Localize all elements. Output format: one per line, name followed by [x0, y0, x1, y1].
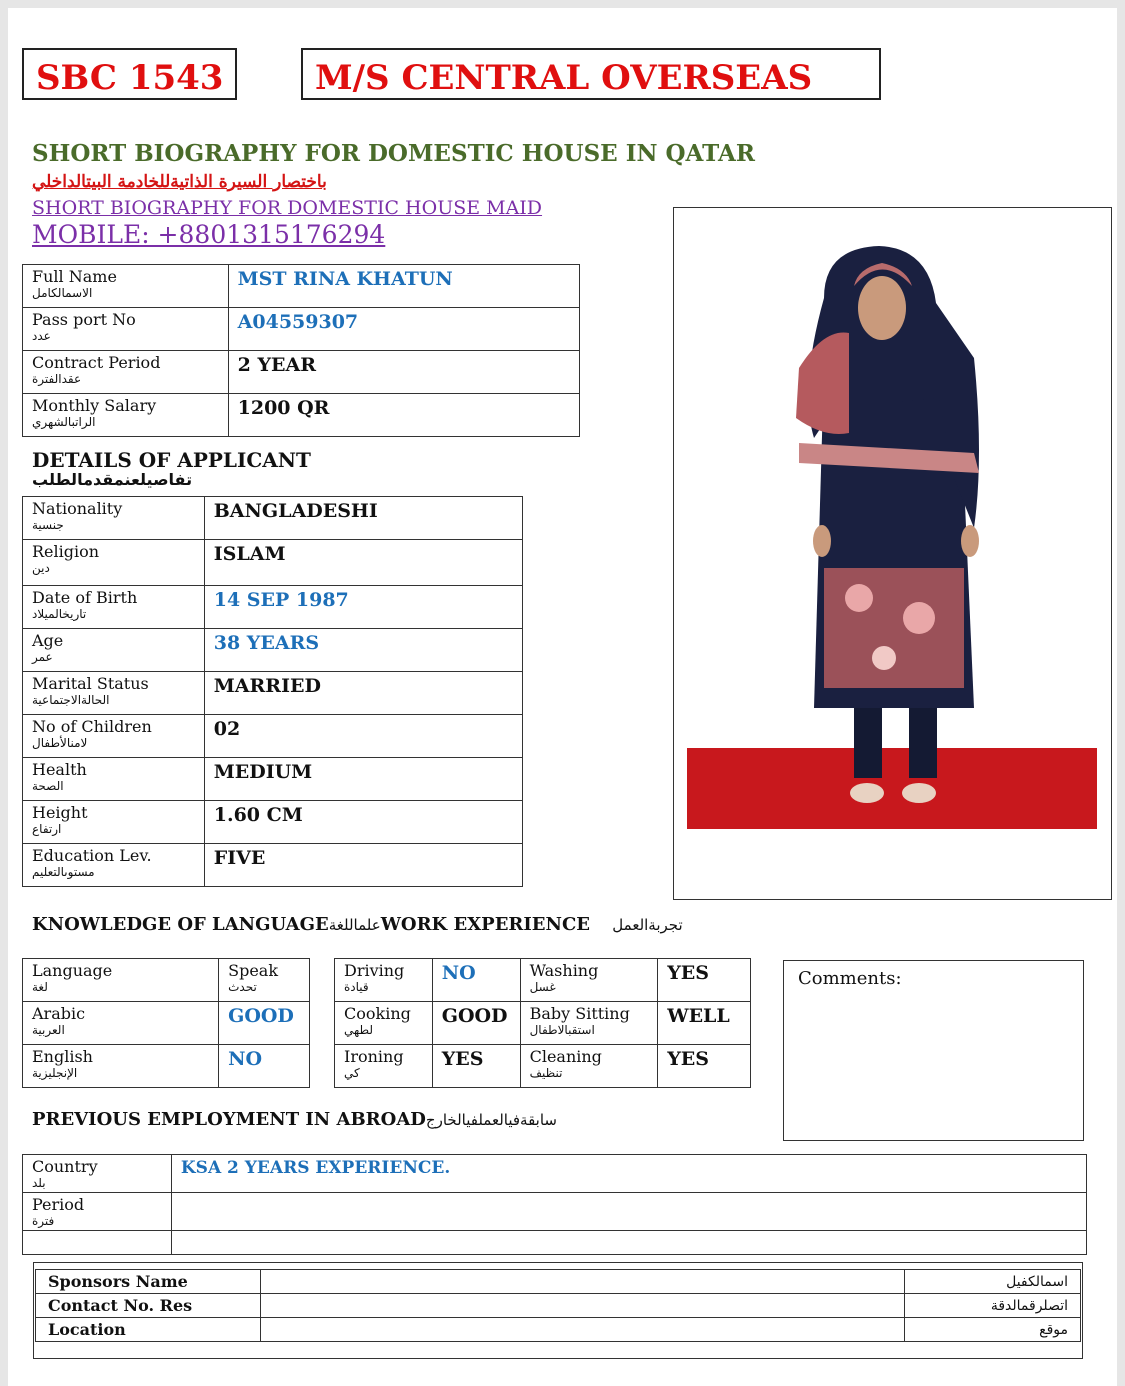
work-skill-value-cell[interactable]: [432, 959, 520, 1002]
language-value: GOOD: [228, 1005, 294, 1027]
work-row: [335, 959, 751, 1002]
contract-value: MST RINA KHATUN: [237, 268, 453, 290]
contract-value: 1200 QR: [237, 397, 330, 419]
details-label-cell: [23, 715, 205, 758]
details-label-arabic: جنسية: [32, 518, 64, 532]
contract-label-arabic: الراتبالشهري: [32, 415, 96, 429]
language-label: Arabic: [32, 1004, 86, 1023]
contract-value: 2 YEAR: [237, 354, 317, 376]
details-value: 38 YEARS: [213, 632, 320, 654]
contract-label: Full Name: [32, 267, 117, 286]
agency-name: M/S CENTRAL OVERSEAS: [315, 58, 813, 98]
details-label-cell: [23, 672, 205, 715]
details-row: [23, 586, 523, 629]
details-label-cell: [23, 497, 205, 540]
applicant-photo: [674, 208, 1111, 899]
biodata-page: [8, 8, 1117, 1386]
sponsor-label: Location: [36, 1318, 261, 1342]
details-row: [23, 844, 523, 887]
contract-row: [23, 351, 580, 394]
work-skill-label-cell: [520, 959, 658, 1002]
language-label-cell: [23, 1002, 219, 1045]
contract-value-cell[interactable]: [228, 351, 579, 394]
work-skill-label-cell: [335, 959, 433, 1002]
sponsor-value-cell[interactable]: [260, 1294, 904, 1318]
previous-label-cell: [23, 1155, 172, 1193]
previous-row: [23, 1193, 1087, 1231]
details-heading: DETAILS OF APPLICANT: [32, 448, 311, 472]
details-label-cell: [23, 629, 205, 672]
sbc-code-box: [22, 48, 237, 100]
work-skill-label-arabic: قيادة: [344, 980, 369, 994]
language-label: English: [32, 1047, 93, 1066]
contract-row: [23, 308, 580, 351]
details-label-arabic: مستوىالتعليم: [32, 865, 95, 879]
previous-row: [23, 1155, 1087, 1193]
language-label-cell: [23, 1045, 219, 1088]
work-skill-label-arabic: كي: [344, 1066, 360, 1080]
details-row: [23, 715, 523, 758]
details-label: Height: [32, 803, 88, 822]
details-value-cell[interactable]: [204, 497, 522, 540]
details-value-cell[interactable]: [204, 844, 522, 887]
contract-label-arabic: عدد: [32, 329, 51, 343]
contract-row: [23, 394, 580, 437]
details-row: [23, 497, 523, 540]
language-header-row: [23, 959, 310, 1002]
contract-label: Pass port No: [32, 310, 136, 329]
work-skill-label: Ironing: [344, 1047, 404, 1066]
details-value: ISLAM: [213, 543, 286, 565]
details-value: MEDIUM: [213, 761, 313, 783]
work-skill-label: Cleaning: [529, 1047, 602, 1066]
details-value-cell[interactable]: [204, 540, 522, 586]
work-skill-label: Baby Sitting: [529, 1004, 630, 1023]
work-skill-label-arabic: غسل: [529, 980, 556, 994]
contract-label-arabic: الاسمالكامل: [32, 286, 93, 300]
contract-table: [22, 264, 580, 437]
previous-employment-heading: PREVIOUS EMPLOYMENT IN ABROADسابقةفيالعملفيالخارج: [32, 1109, 557, 1130]
previous-value-cell[interactable]: [171, 1155, 1086, 1193]
contract-label-cell: [23, 265, 229, 308]
details-value: 1.60 CM: [213, 804, 303, 826]
previous-label-cell: [23, 1193, 172, 1231]
contract-label-arabic: عقدالفترة: [32, 372, 82, 386]
details-row: [23, 672, 523, 715]
speak-label-arabic: تحدث: [228, 980, 257, 994]
speak-header-cell: [219, 959, 310, 1002]
sponsor-value-cell[interactable]: [260, 1270, 904, 1294]
previous-empty-cell[interactable]: [171, 1231, 1086, 1255]
details-value-cell[interactable]: [204, 629, 522, 672]
contract-label-cell: [23, 351, 229, 394]
work-skill-label-cell: [520, 1045, 658, 1088]
contract-row: [23, 265, 580, 308]
language-table: [22, 958, 310, 1088]
details-table: [22, 496, 523, 887]
previous-label-arabic: فترة: [32, 1214, 55, 1228]
speak-label: Speak: [228, 961, 279, 980]
work-skill-value-cell[interactable]: [658, 1002, 751, 1045]
title-english: SHORT BIOGRAPHY FOR DOMESTIC HOUSE IN QATAR: [32, 140, 755, 167]
details-value-cell[interactable]: [204, 801, 522, 844]
details-value: BANGLADESHI: [213, 500, 378, 522]
work-skill-value: YES: [441, 1048, 484, 1070]
details-label-arabic: دين: [32, 561, 50, 575]
sponsor-table: [35, 1269, 1081, 1342]
details-label-arabic: لامنالأطفال: [32, 736, 88, 750]
details-label-arabic: الصحة: [32, 779, 64, 793]
work-skill-value-cell[interactable]: [432, 1045, 520, 1088]
details-row: [23, 801, 523, 844]
sbc-code: SBC 1543: [36, 58, 224, 98]
previous-employment-table: [22, 1154, 1087, 1255]
language-header-label-cell: [23, 959, 219, 1002]
details-label-arabic: عمر: [32, 650, 53, 664]
details-label: No of Children: [32, 717, 152, 736]
work-skill-label-arabic: استقبالاطفال: [529, 1023, 595, 1037]
work-skill-label: Washing: [529, 961, 599, 980]
sponsor-value-cell[interactable]: [260, 1318, 904, 1342]
work-skill-label-arabic: لطهي: [344, 1023, 374, 1037]
sponsor-row: [36, 1270, 1081, 1294]
details-label-cell: [23, 540, 205, 586]
sponsor-row: [36, 1318, 1081, 1342]
work-skill-value: GOOD: [441, 1005, 508, 1027]
details-label-arabic: ارتفاع: [32, 822, 62, 836]
details-value: FIVE: [213, 847, 266, 869]
previous-value: [181, 1193, 1086, 1196]
details-label: Nationality: [32, 499, 123, 518]
details-label-arabic: تاريخالميلاد: [32, 607, 87, 621]
title-arabic: باختصار السيرة الذاتيةللخادمة البيتالداخلي: [32, 172, 327, 192]
sponsor-row: [36, 1294, 1081, 1318]
work-skill-value: NO: [441, 962, 476, 984]
language-value: NO: [228, 1048, 263, 1070]
work-skill-value-cell[interactable]: [432, 1002, 520, 1045]
details-heading-arabic: تفاصيلعنمقدمالطلب: [32, 470, 193, 489]
previous-label: Period: [32, 1195, 85, 1214]
contract-value-cell[interactable]: [228, 265, 579, 308]
language-row: [23, 1002, 310, 1045]
previous-value: KSA 2 YEARS EXPERIENCE.: [180, 1158, 451, 1178]
work-skill-value: YES: [667, 962, 710, 984]
work-row: [335, 1002, 751, 1045]
details-label-cell: [23, 844, 205, 887]
previous-label: Country: [32, 1157, 98, 1176]
work-skill-label: Driving: [344, 961, 405, 980]
details-label: Age: [32, 631, 64, 650]
language-label-arabic: العربية: [32, 1023, 65, 1037]
sponsor-label-arabic: اتصلرقمالدقة: [905, 1294, 1081, 1318]
work-skill-label-cell: [520, 1002, 658, 1045]
comments-box[interactable]: [783, 960, 1084, 1141]
contract-label-cell: [23, 394, 229, 437]
details-row: [23, 540, 523, 586]
sponsor-label-arabic: اسمالكفيل: [905, 1270, 1081, 1294]
work-row: [335, 1045, 751, 1088]
sponsor-label: Sponsors Name: [36, 1270, 261, 1294]
language-row: [23, 1045, 310, 1088]
work-skill-value-cell[interactable]: [658, 959, 751, 1002]
details-label: Health: [32, 760, 87, 779]
contract-label-cell: [23, 308, 229, 351]
language-header-label-arabic: لغة: [32, 980, 48, 994]
work-skill-value-cell[interactable]: [658, 1045, 751, 1088]
details-label-cell: [23, 586, 205, 629]
details-row: [23, 629, 523, 672]
contract-value-cell[interactable]: [228, 394, 579, 437]
sponsor-label: Contact No. Res: [36, 1294, 261, 1318]
details-label-arabic: الحالةالاجتماعية: [32, 693, 110, 707]
language-heading: KNOWLEDGE OF LANGUAGEعلماللغةWORK EXPERIENCE تجربةالعمل: [32, 914, 683, 935]
comments-label: Comments:: [798, 968, 902, 989]
contract-label: Contract Period: [32, 353, 161, 372]
previous-value-cell[interactable]: [171, 1193, 1086, 1231]
details-row: [23, 758, 523, 801]
work-skill-label: Cooking: [344, 1004, 411, 1023]
previous-empty-row: [23, 1231, 1087, 1255]
details-label: Date of Birth: [32, 588, 138, 607]
work-skill-label-arabic: تنظيف: [529, 1066, 563, 1080]
agency-name-box: [301, 48, 881, 100]
contract-value-cell[interactable]: [228, 308, 579, 351]
mobile-number: MOBILE: +8801315176294: [32, 220, 386, 249]
work-skill-value: WELL: [667, 1005, 730, 1027]
work-skill-label-cell: [335, 1002, 433, 1045]
previous-label-arabic: بلد: [32, 1176, 46, 1190]
details-value-cell[interactable]: [204, 586, 522, 629]
details-label: Education Lev.: [32, 846, 152, 865]
details-value-cell[interactable]: [204, 672, 522, 715]
details-value: MARRIED: [213, 675, 321, 697]
details-value: 14 SEP 1987: [213, 589, 349, 611]
details-label-cell: [23, 801, 205, 844]
work-skill-label-cell: [335, 1045, 433, 1088]
details-label: Religion: [32, 542, 100, 561]
work-experience-table: [334, 958, 751, 1088]
contract-value: A04559307: [237, 311, 359, 333]
details-value-cell[interactable]: [204, 715, 522, 758]
details-label-cell: [23, 758, 205, 801]
language-value-cell[interactable]: [219, 1002, 310, 1045]
previous-empty-cell: [23, 1231, 172, 1255]
subtitle: SHORT BIOGRAPHY FOR DOMESTIC HOUSE MAID: [32, 197, 543, 219]
language-label-arabic: الإنجليزية: [32, 1066, 78, 1080]
work-skill-value: YES: [667, 1048, 710, 1070]
sponsor-label-arabic: موقع: [905, 1318, 1081, 1342]
photo-frame: [673, 207, 1112, 900]
details-value: 02: [213, 718, 241, 740]
details-label: Marital Status: [32, 674, 149, 693]
details-value-cell[interactable]: [204, 758, 522, 801]
language-header-label: Language: [32, 961, 113, 980]
contract-label: Monthly Salary: [32, 396, 157, 415]
language-value-cell[interactable]: [219, 1045, 310, 1088]
